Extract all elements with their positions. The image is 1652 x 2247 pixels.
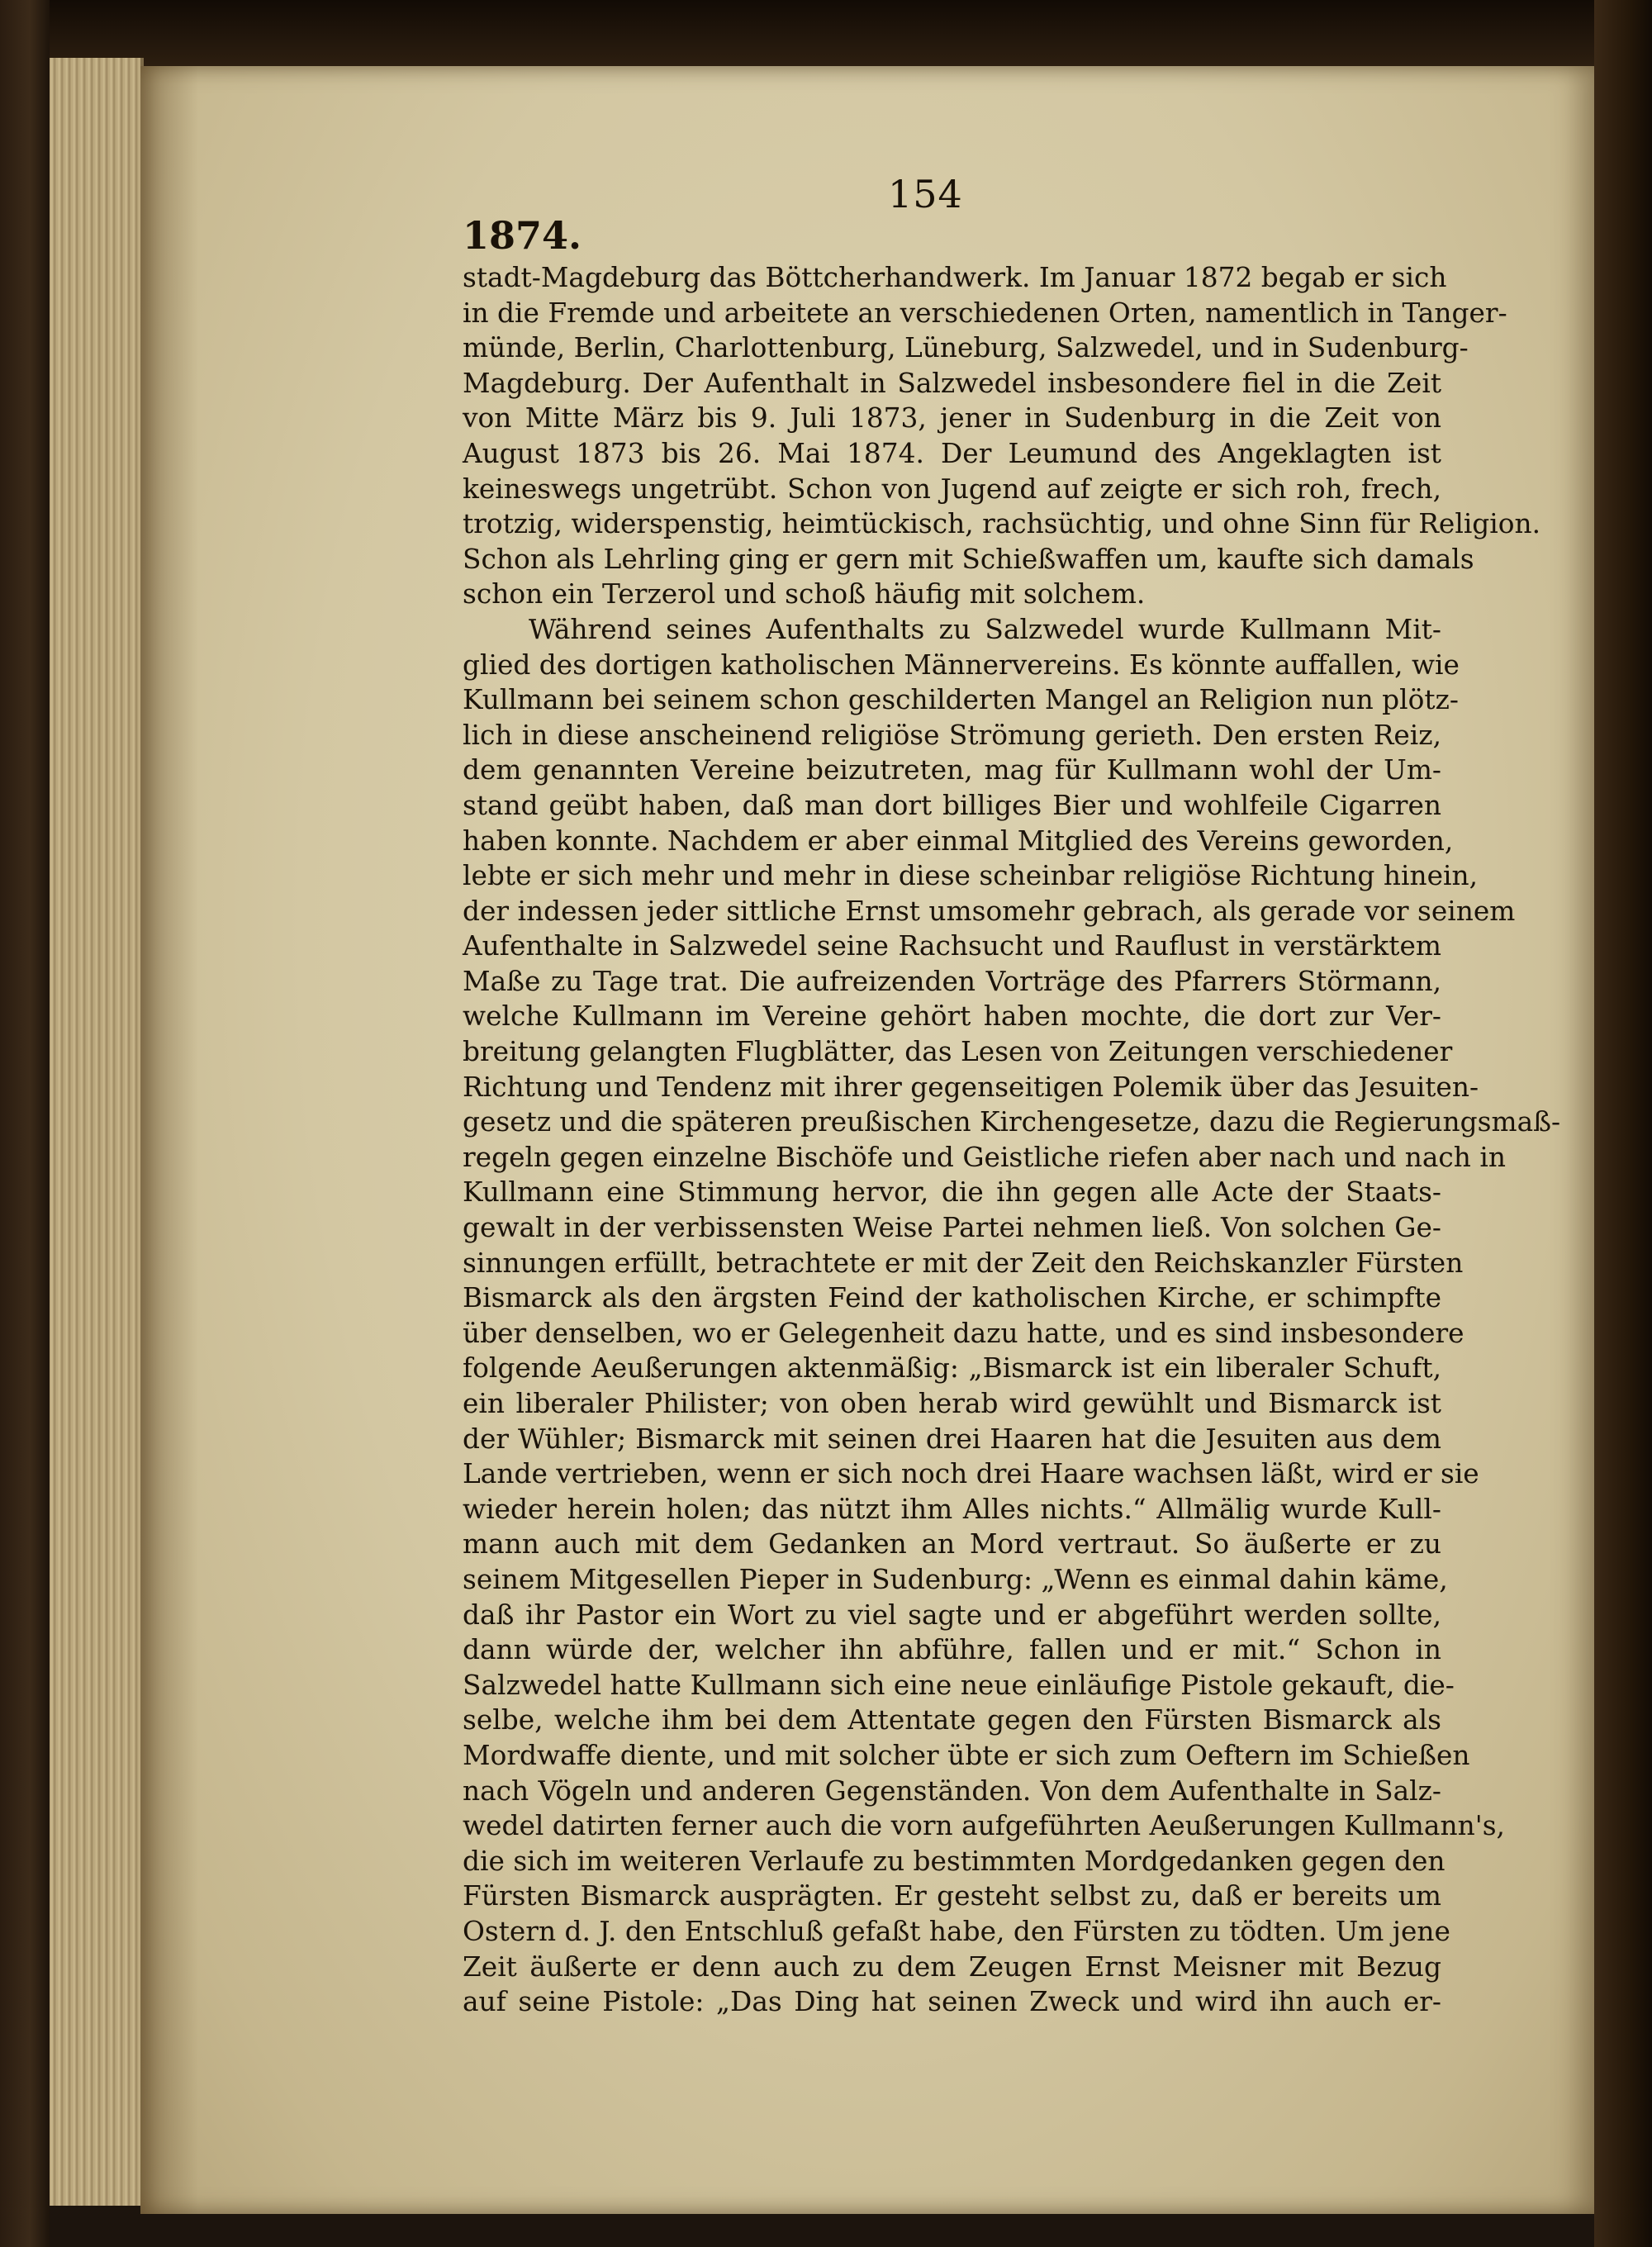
text-line: über denselben, wo er Gelegenheit dazu hatte, und es sind insbesondere	[463, 1317, 1464, 1349]
text-line: wieder herein holen; das nützt ihm Alles nichts.“ Allmälig wurde Kull-	[463, 1493, 1441, 1525]
text-line: Bismarck als den ärgsten Feind der katholischen Kirche, er schimpfte	[463, 1282, 1441, 1314]
text-line: dem genannten Vereine beizutreten, mag für Kullmann wohl der Um-	[463, 754, 1441, 786]
text-line: haben konnte. Nachdem er aber einmal Mitglied des Vereins geworden,	[463, 824, 1454, 857]
text-line: nach Vögeln und anderen Gegenständen. Von dem Aufenthalte in Salz-	[463, 1774, 1441, 1807]
text-line: lebte er sich mehr und mehr in diese scheinbar religiöse Richtung hinein,	[463, 860, 1479, 892]
text-line: der Wühler; Bismarck mit seinen drei Haaren hat die Jesuiten aus dem	[463, 1423, 1441, 1455]
text-line: gesetz und die späteren preußischen Kirchengesetze, dazu die Regierungsmaß-	[463, 1106, 1561, 1138]
top-edge	[50, 0, 1594, 66]
text-line: keineswegs ungetrübt. Schon von Jugend auf zeigte er sich roh, frech,	[463, 473, 1441, 505]
text-line: regeln gegen einzelne Bischöfe und Geistliche riefen aber nach und nach in	[463, 1141, 1506, 1173]
text-line: ein liberaler Philister; von oben herab wird gewühlt und Bismarck ist	[463, 1388, 1441, 1419]
body-text	[463, 260, 1561, 2020]
text-line: Zeit äußerte er denn auch zu dem Zeugen Ernst Meisner mit Bezug	[463, 1950, 1441, 1983]
text-line: welche Kullmann im Vereine gehört haben mochte, die dort zur Ver-	[463, 1000, 1441, 1033]
text-line: mann auch mit dem Gedanken an Mord vertraut. So äußerte er zu	[463, 1528, 1441, 1561]
text-line: trotzig, widerspenstig, heimtückisch, rachsüchtig, und ohne Sinn für Religion.	[463, 508, 1541, 540]
page-stack-edge	[50, 58, 144, 2206]
text-line: Richtung und Tendenz mit ihrer gegenseitigen Polemik über das Jesuiten-	[463, 1071, 1479, 1103]
text-line: daß ihr Pastor ein Wort zu viel sagte und er abgeführt werden sollte,	[463, 1599, 1441, 1631]
text-line: der indessen jeder sittliche Ernst umsomehr gebrach, als gerade vor seinem	[463, 895, 1516, 927]
text-line: Maße zu Tage trat. Die aufreizenden Vorträge des Pfarrers Störmann,	[463, 965, 1441, 997]
text-line: Fürsten Bismarck ausprägten. Er gesteht selbst zu, daß er bereits um	[463, 1880, 1441, 1912]
text-line: von Mitte März bis 9. Juli 1873, jener in Sudenburg in die Zeit von	[463, 402, 1441, 435]
text-line: in die Fremde und arbeitete an verschiedenen Orten, namentlich in Tanger-	[463, 297, 1507, 329]
text-line: Mordwaffe diente, und mit solcher übte er sich zum Oeftern im Schießen	[463, 1739, 1470, 1771]
text-line: lich in diese anscheinend religiöse Strömung gerieth. Den ersten Reiz,	[463, 719, 1441, 751]
text-line: Schon als Lehrling ging er gern mit Schießwaffen um, kaufte sich damals	[463, 543, 1474, 575]
text-line: auf seine Pistole: „Das Ding hat seinen Zweck und wird ihn auch er-	[463, 1986, 1441, 2018]
text-line: Lande vertrieben, wenn er sich noch drei Haare wachsen läßt, wird er sie	[463, 1458, 1479, 1490]
text-line: Magdeburg. Der Aufenthalt in Salzwedel insbesondere fiel in die Zeit	[463, 367, 1441, 399]
text-line: Salzwedel hatte Kullmann sich eine neue einläufige Pistole gekauft, die-	[463, 1669, 1455, 1701]
text-line: August 1873 bis 26. Mai 1874. Der Leumund des Angeklagten ist	[463, 437, 1441, 469]
text-line: Aufenthalte in Salzwedel seine Rachsucht und Rauflust in verstärktem	[463, 930, 1441, 962]
text-line: schon ein Terzerol und schoß häufig mit solchem.	[463, 578, 1146, 610]
text-line: wedel datirten ferner auch die vorn aufgeführten Aeußerungen Kullmann's,	[463, 1810, 1505, 1842]
text-line: gewalt in der verbissensten Weise Partei nehmen ließ. Von solchen Ge-	[463, 1212, 1441, 1244]
text-line: glied des dortigen katholischen Männervereins. Es könnte auffallen, wie	[463, 648, 1460, 681]
text-line: dann würde der, welcher ihn abführe, fallen und er mit.“ Schon in	[463, 1634, 1441, 1666]
text-line: stand geübt haben, daß man dort billiges Bier und wohlfeile Cigarren	[463, 789, 1441, 821]
text-line: Während seines Aufenthalts zu Salzwedel wurde Kullmann Mit-	[529, 613, 1441, 645]
text-line: sinnungen erfüllt, betrachtete er mit der Zeit den Reichskanzler Fürsten	[463, 1247, 1464, 1279]
text-line: stadt-Magdeburg das Böttcherhandwerk. Im Januar 1872 begab er sich	[463, 262, 1447, 293]
right-cover-edge	[1594, 0, 1652, 2247]
book-spine-edge	[0, 0, 50, 2247]
text-line: Ostern d. J. den Entschluß gefaßt habe, den Fürsten zu tödten. Um jene	[463, 1915, 1450, 1947]
text-line: münde, Berlin, Charlottenburg, Lüneburg, Salzwedel, und in Sudenburg-	[463, 332, 1469, 364]
text-line: Kullmann eine Stimmung hervor, die ihn gegen alle Acte der Staats-	[463, 1176, 1441, 1209]
text-line: seinem Mitgesellen Pieper in Sudenburg: „Wenn es einmal dahin käme,	[463, 1563, 1448, 1595]
text-line: die sich im weiteren Verlaufe zu bestimmten Mordgedanken gegen den	[463, 1845, 1446, 1877]
running-head-year: 1874.	[463, 213, 582, 258]
page-number: 154	[888, 172, 963, 216]
gutter-shadow	[140, 66, 198, 2214]
text-line: folgende Aeußerungen aktenmäßig: „Bismarck ist ein liberaler Schuft,	[463, 1352, 1441, 1385]
text-line: selbe, welche ihm bei dem Attentate gegen den Fürsten Bismarck als	[463, 1704, 1441, 1736]
text-line: breitung gelangten Flugblätter, das Lesen von Zeitungen verschiedener	[463, 1036, 1453, 1068]
text-line: Kullmann bei seinem schon geschilderten Mangel an Religion nun plötz-	[463, 684, 1459, 716]
